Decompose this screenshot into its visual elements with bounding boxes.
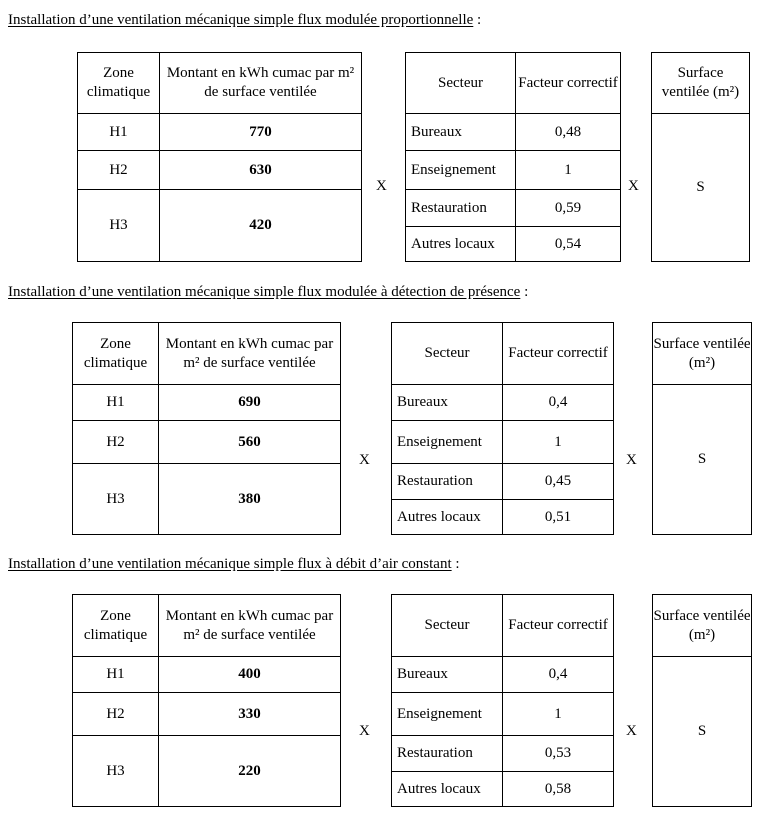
zone-header: Zone climatique	[73, 323, 159, 385]
sector-name: Restauration	[392, 464, 503, 500]
zone-cell: H3	[73, 464, 159, 535]
table-row	[392, 464, 614, 500]
table-row	[406, 227, 621, 262]
sector-name: Autres locaux	[406, 227, 516, 262]
table-row	[392, 385, 614, 421]
amount-cell: 330	[159, 693, 341, 736]
sector-name: Enseignement	[406, 151, 516, 190]
section-detection-presence	[0, 284, 768, 539]
table-row	[392, 657, 614, 693]
table-row	[78, 151, 362, 190]
section-proportionnelle	[0, 12, 768, 267]
sector-name: Restauration	[392, 736, 503, 772]
surface-value: S	[653, 657, 752, 807]
amount-cell: 690	[159, 385, 341, 421]
table-row	[392, 772, 614, 807]
zone-table	[77, 52, 362, 262]
surface-header: Surface ventilée (m²)	[653, 595, 752, 657]
amount-cell: 220	[159, 736, 341, 807]
table-row	[392, 421, 614, 464]
multiply-sign: X	[376, 178, 387, 194]
sector-name: Autres locaux	[392, 772, 503, 807]
table-row	[392, 500, 614, 535]
sector-name: Enseignement	[392, 421, 503, 464]
surface-table	[651, 52, 750, 262]
factor-header: Facteur correctif	[503, 595, 614, 657]
sector-factor: 0,4	[503, 657, 614, 693]
multiply-sign: X	[626, 452, 637, 468]
sector-factor: 0,51	[503, 500, 614, 535]
sector-name: Restauration	[406, 190, 516, 227]
sector-factor: 0,4	[503, 385, 614, 421]
sector-table	[391, 594, 614, 807]
zone-header: Zone climatique	[78, 53, 160, 114]
surface-header: Surface ventilée (m²)	[653, 323, 752, 385]
table-row	[406, 114, 621, 151]
surface-table	[652, 594, 752, 807]
amount-cell: 420	[160, 190, 362, 262]
zone-cell: H1	[73, 385, 159, 421]
table-row	[73, 657, 341, 693]
table-row	[78, 190, 362, 262]
sector-factor: 0,54	[516, 227, 621, 262]
sector-factor: 0,53	[503, 736, 614, 772]
amount-header: Montant en kWh cumac par m² de surface ventilée	[160, 53, 362, 114]
sector-name: Autres locaux	[392, 500, 503, 535]
zone-table	[72, 594, 341, 807]
table-row	[392, 736, 614, 772]
table-row	[73, 736, 341, 807]
zone-cell: H3	[73, 736, 159, 807]
sector-table	[391, 322, 614, 535]
table-row	[392, 693, 614, 736]
multiply-sign: X	[628, 178, 639, 194]
sector-header: Secteur	[392, 323, 503, 385]
sector-name: Enseignement	[392, 693, 503, 736]
surface-value: S	[652, 114, 750, 262]
amount-header: Montant en kWh cumac par m² de surface ventilée	[159, 323, 341, 385]
sector-factor: 0,45	[503, 464, 614, 500]
factor-header: Facteur correctif	[516, 53, 621, 114]
zone-cell: H3	[78, 190, 160, 262]
sector-factor: 0,59	[516, 190, 621, 227]
sector-factor: 0,48	[516, 114, 621, 151]
sector-factor: 1	[503, 421, 614, 464]
zone-cell: H2	[78, 151, 160, 190]
table-row	[406, 190, 621, 227]
surface-header: Surface ventilée (m²)	[652, 53, 750, 114]
zone-header: Zone climatique	[73, 595, 159, 657]
surface-value: S	[653, 385, 752, 535]
multiply-sign: X	[359, 723, 370, 739]
amount-cell: 630	[160, 151, 362, 190]
amount-cell: 560	[159, 421, 341, 464]
sector-factor: 1	[503, 693, 614, 736]
zone-cell: H2	[73, 421, 159, 464]
table-row	[78, 114, 362, 151]
table-row	[73, 693, 341, 736]
section-title: Installation d’une ventilation mécanique simple flux à débit d’air constant :	[8, 556, 460, 572]
table-row	[406, 151, 621, 190]
factor-header: Facteur correctif	[503, 323, 614, 385]
sector-name: Bureaux	[392, 657, 503, 693]
surface-table	[652, 322, 752, 535]
zone-cell: H1	[78, 114, 160, 151]
amount-cell: 400	[159, 657, 341, 693]
zone-table	[72, 322, 341, 535]
table-row	[73, 464, 341, 535]
sector-factor: 0,58	[503, 772, 614, 807]
zone-cell: H1	[73, 657, 159, 693]
table-row	[73, 421, 341, 464]
section-debit-constant	[0, 556, 768, 811]
sector-name: Bureaux	[392, 385, 503, 421]
section-title: Installation d’une ventilation mécanique simple flux modulée à détection de présence :	[8, 284, 529, 300]
sector-header: Secteur	[406, 53, 516, 114]
table-row	[73, 385, 341, 421]
amount-header: Montant en kWh cumac par m² de surface ventilée	[159, 595, 341, 657]
multiply-sign: X	[626, 723, 637, 739]
sector-header: Secteur	[392, 595, 503, 657]
section-title: Installation d’une ventilation mécanique simple flux modulée proportionnelle :	[8, 12, 482, 28]
multiply-sign: X	[359, 452, 370, 468]
zone-cell: H2	[73, 693, 159, 736]
amount-cell: 380	[159, 464, 341, 535]
sector-table	[405, 52, 621, 262]
amount-cell: 770	[160, 114, 362, 151]
sector-name: Bureaux	[406, 114, 516, 151]
sector-factor: 1	[516, 151, 621, 190]
